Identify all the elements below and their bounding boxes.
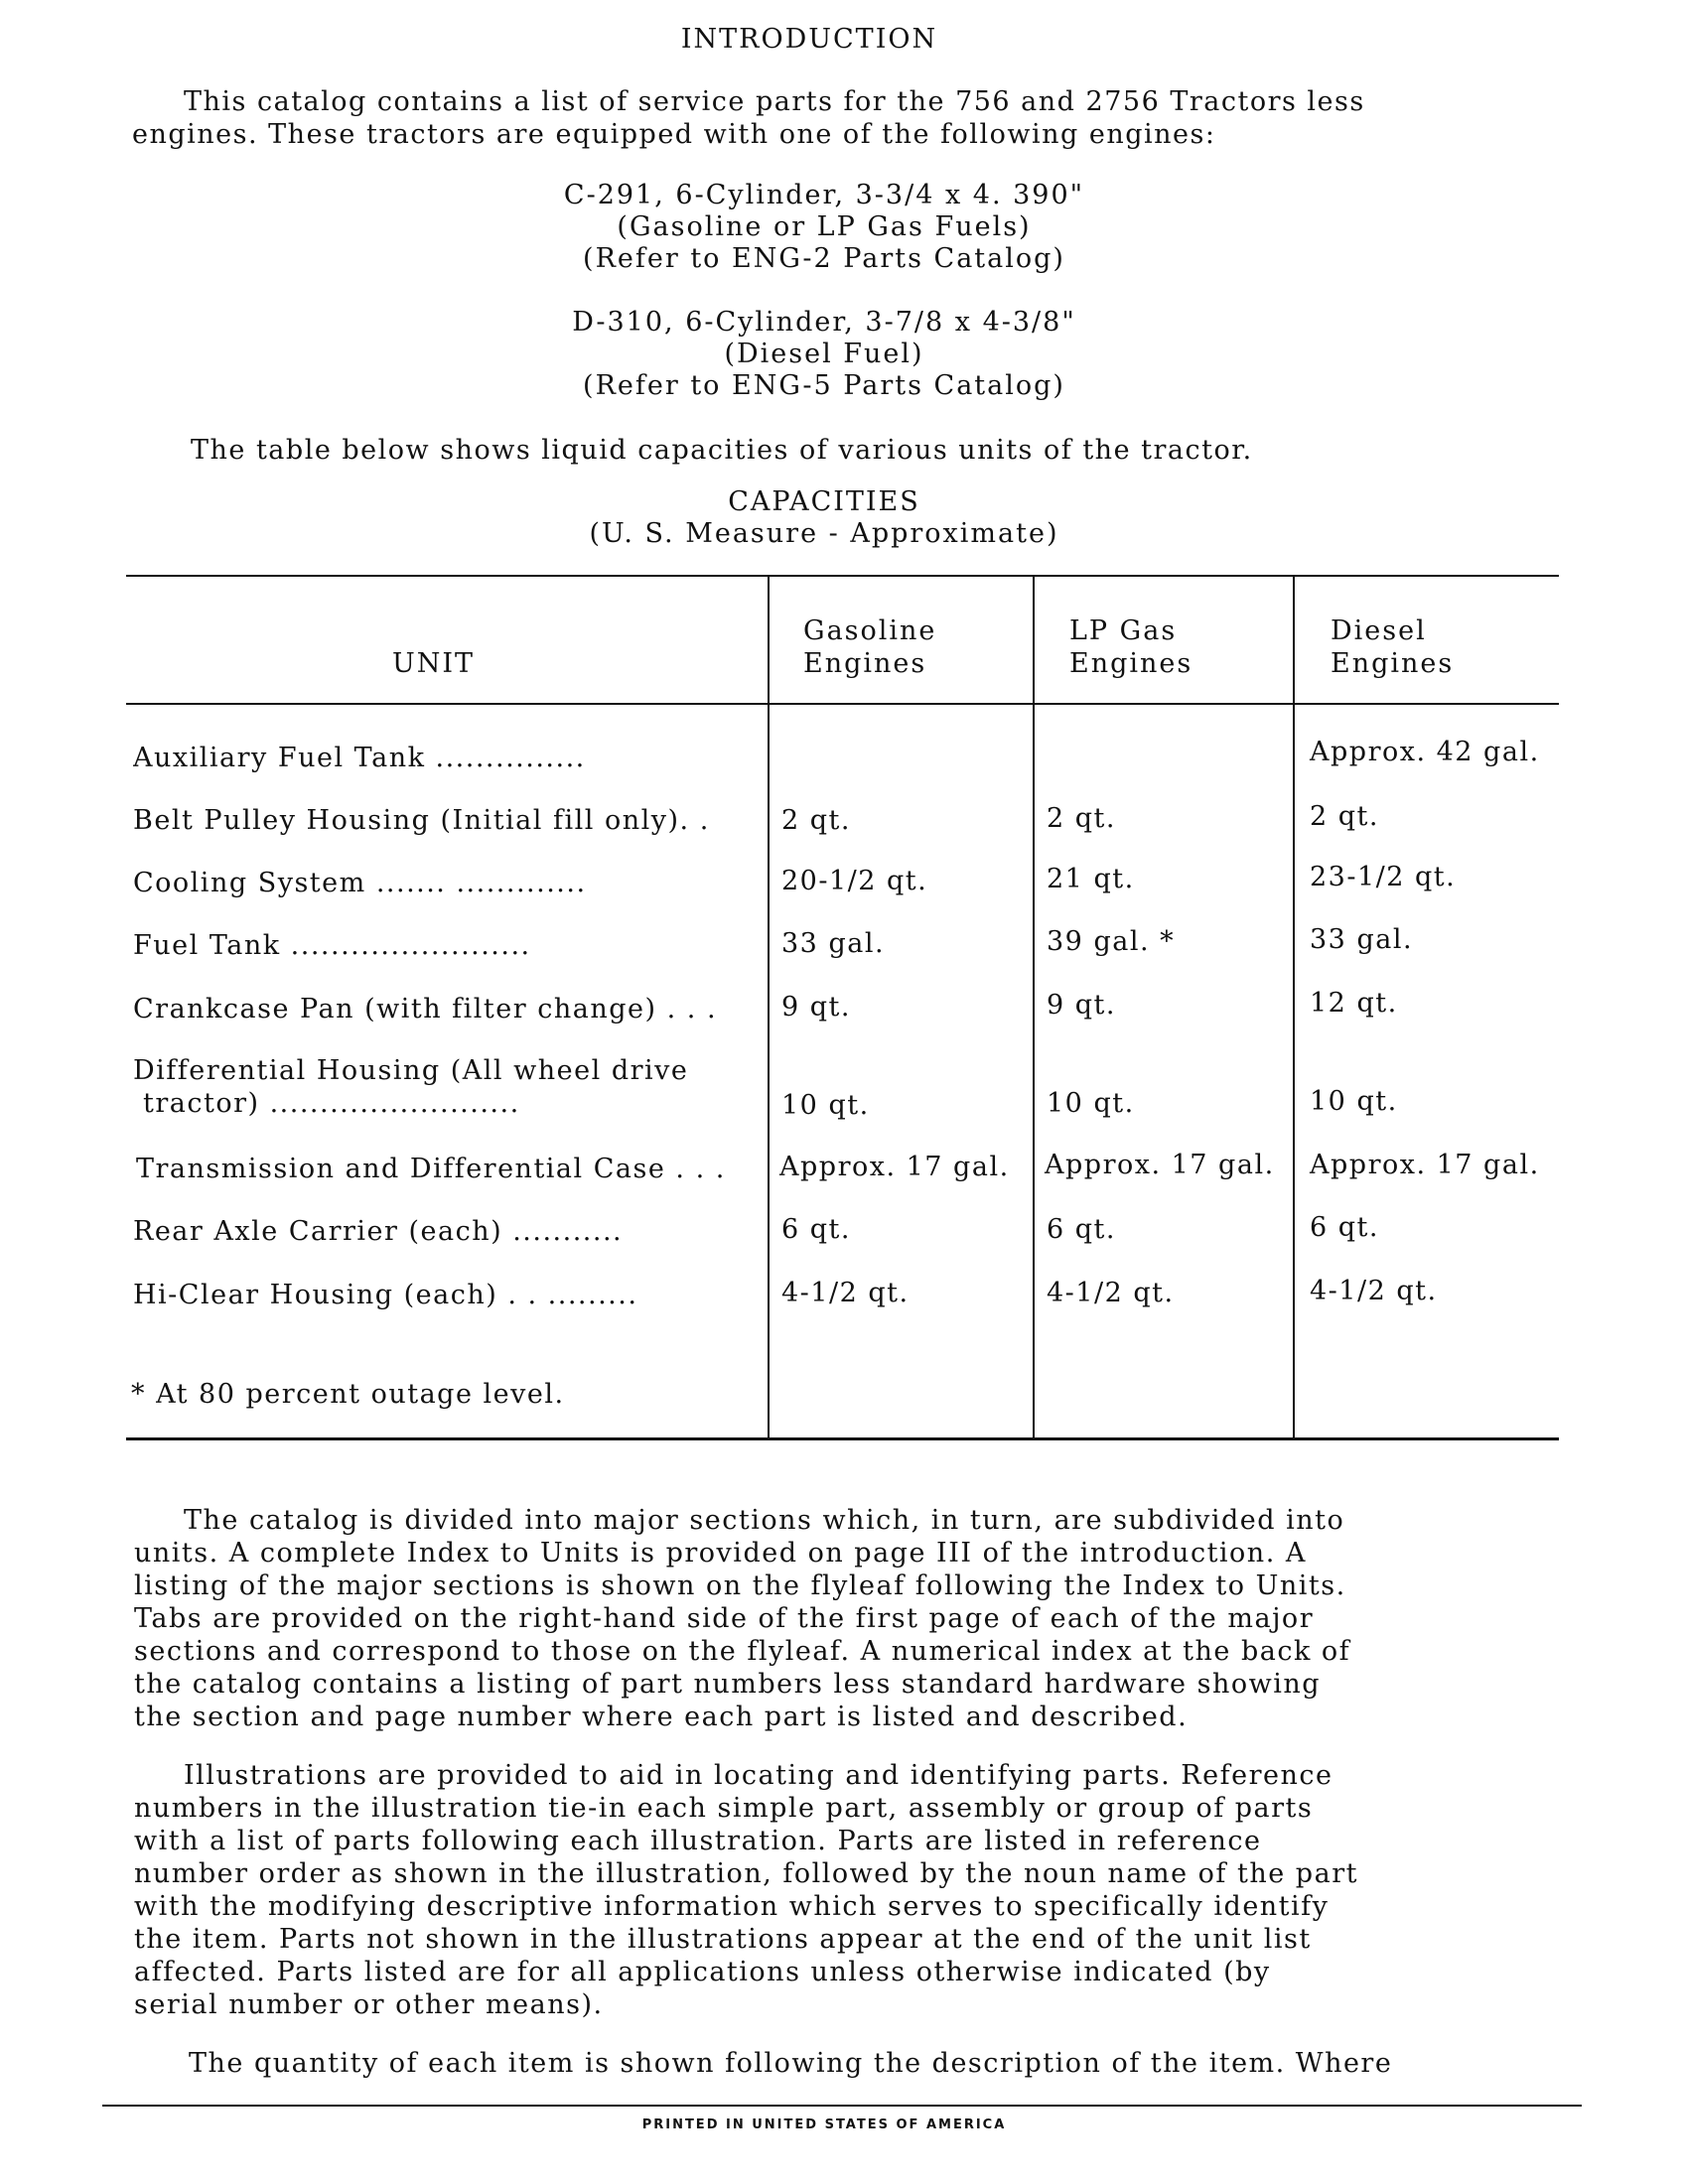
value-lp: 2 qt. — [1047, 803, 1116, 834]
printed-in-usa-footer: PRINTED IN UNITED STATES OF AMERICA — [641, 2117, 1007, 2132]
capacities-subtitle: (U. S. Measure - Approximate) — [589, 518, 1059, 549]
row-unit: Rear Axle Carrier (each) ........... — [133, 1216, 624, 1247]
intro-line-2: engines. These tractors are equipped with one of the following engines: — [132, 119, 1216, 150]
engine-fuel: (Gasoline or LP Gas Fuels) — [617, 211, 1032, 242]
value-lp: 21 qt. — [1047, 864, 1135, 894]
value-lp: 6 qt. — [1047, 1214, 1116, 1245]
value-gasoline: 20-1/2 qt. — [781, 866, 928, 896]
value-diesel: 4-1/2 qt. — [1310, 1276, 1438, 1306]
value-diesel: 12 qt. — [1310, 988, 1398, 1019]
paragraph2-line: with the modifying descriptive information which serves to specifically identify — [134, 1891, 1330, 1922]
paragraph1-line: sections and correspond to those on the flyleaf. A numerical index at the back of — [134, 1636, 1351, 1667]
paragraph2-line: number order as shown in the illustration, followed by the noun name of the part — [134, 1858, 1358, 1889]
paragraph3-line: The quantity of each item is shown following the description of the item. Where — [189, 2048, 1393, 2079]
value-diesel: 10 qt. — [1310, 1086, 1398, 1117]
engine-fuel: (Diesel Fuel) — [724, 339, 924, 369]
paragraph1-line: units. A complete Index to Units is provided on page III of the introduction. A — [134, 1538, 1307, 1569]
row-unit: Differential Housing (All wheel drive — [133, 1055, 689, 1086]
header-line: Gasoline — [803, 615, 937, 646]
paragraph2-line: affected. Parts listed are for all applications unless otherwise indicated (by — [134, 1957, 1271, 1987]
value-diesel: 2 qt. — [1310, 801, 1379, 832]
value-diesel: 23-1/2 qt. — [1310, 862, 1457, 892]
header-line: Engines — [803, 648, 927, 679]
value-gasoline: 9 qt. — [781, 992, 851, 1023]
capacities-table — [126, 575, 1559, 1440]
row-unit: Fuel Tank ........................ — [133, 930, 531, 961]
paragraph1-line: the catalog contains a listing of part numbers less standard hardware showing — [134, 1669, 1322, 1700]
value-diesel: Approx. 42 gal. — [1310, 737, 1540, 767]
paragraph2-line: numbers in the illustration tie-in each simple part, assembly or group of parts — [134, 1793, 1314, 1824]
paragraph2-line: serial number or other means). — [134, 1989, 604, 2020]
value-diesel: 6 qt. — [1310, 1212, 1379, 1243]
capacities-title: CAPACITIES — [728, 486, 920, 517]
header-lp-gas — [1069, 614, 1193, 680]
paragraph1-line: listing of the major sections is shown on the flyleaf following the Index to Units. — [134, 1570, 1346, 1601]
value-lp: 4-1/2 qt. — [1047, 1278, 1175, 1308]
value-diesel: 33 gal. — [1310, 924, 1414, 955]
value-gasoline: Approx. 17 gal. — [779, 1152, 1010, 1182]
header-line: Engines — [1069, 648, 1193, 679]
table-bottom-rule — [126, 1437, 1559, 1440]
value-diesel: Approx. 17 gal. — [1310, 1150, 1540, 1180]
value-gasoline: 2 qt. — [781, 805, 851, 836]
value-gasoline: 33 gal. — [781, 928, 886, 959]
table-top-rule — [126, 575, 1559, 577]
header-gasoline — [803, 614, 936, 680]
table-header-rule — [126, 703, 1559, 705]
intro-line-1: This catalog contains a list of service parts for the 756 and 2756 Tractors less — [184, 86, 1365, 117]
row-unit: Transmission and Differential Case . . . — [136, 1154, 726, 1184]
engine-spec: D-310, 6-Cylinder, 3-7/8 x 4-3/8" — [572, 307, 1076, 338]
header-line: Diesel — [1331, 615, 1427, 646]
paragraph2-line: Illustrations are provided to aid in locating and identifying parts. Reference — [184, 1760, 1333, 1791]
row-unit: Belt Pulley Housing (Initial fill only). . — [133, 805, 710, 836]
value-lp: 9 qt. — [1047, 990, 1116, 1021]
page-title: INTRODUCTION — [680, 24, 938, 55]
value-gasoline: 10 qt. — [781, 1090, 870, 1121]
value-gasoline: 4-1/2 qt. — [781, 1278, 910, 1308]
paragraph2-line: the item. Parts not shown in the illustrations appear at the end of the unit list — [134, 1924, 1312, 1955]
engine-spec: C-291, 6-Cylinder, 3-3/4 x 4. 390" — [563, 180, 1085, 210]
table-footnote: * At 80 percent outage level. — [131, 1379, 565, 1410]
column-divider — [1293, 575, 1295, 1438]
table-intro: The table below shows liquid capacities of various units of the tractor. — [191, 435, 1253, 466]
paragraph1-line: Tabs are provided on the right-hand side of the first page of each of the major — [134, 1603, 1315, 1634]
value-lp: 39 gal. * — [1047, 926, 1176, 957]
column-divider — [1033, 575, 1035, 1438]
paragraph1-line: The catalog is divided into major sections which, in turn, are subdivided into — [184, 1505, 1345, 1536]
value-lp: 10 qt. — [1047, 1088, 1135, 1119]
header-unit: UNIT — [392, 648, 476, 679]
row-unit: Hi-Clear Housing (each) . . ......... — [133, 1280, 638, 1310]
paragraph2-line: with a list of parts following each illustration. Parts are listed in reference — [134, 1826, 1262, 1856]
row-unit: Crankcase Pan (with filter change) . . . — [133, 994, 718, 1024]
row-unit: Auxiliary Fuel Tank ............... — [133, 743, 586, 773]
header-line: Engines — [1331, 648, 1455, 679]
paragraph1-line: the section and page number where each part is listed and described. — [134, 1702, 1189, 1732]
value-gasoline: 6 qt. — [781, 1214, 851, 1245]
engine-reference: (Refer to ENG-5 Parts Catalog) — [583, 370, 1065, 401]
engine-reference: (Refer to ENG-2 Parts Catalog) — [583, 243, 1065, 274]
header-line: LP Gas — [1069, 615, 1178, 646]
row-unit: Cooling System ....... ............. — [133, 868, 587, 898]
header-diesel — [1331, 614, 1454, 680]
row-unit-continued: tractor) ......................... — [143, 1088, 520, 1119]
value-lp: Approx. 17 gal. — [1045, 1150, 1275, 1180]
footer-rule — [102, 2105, 1582, 2107]
